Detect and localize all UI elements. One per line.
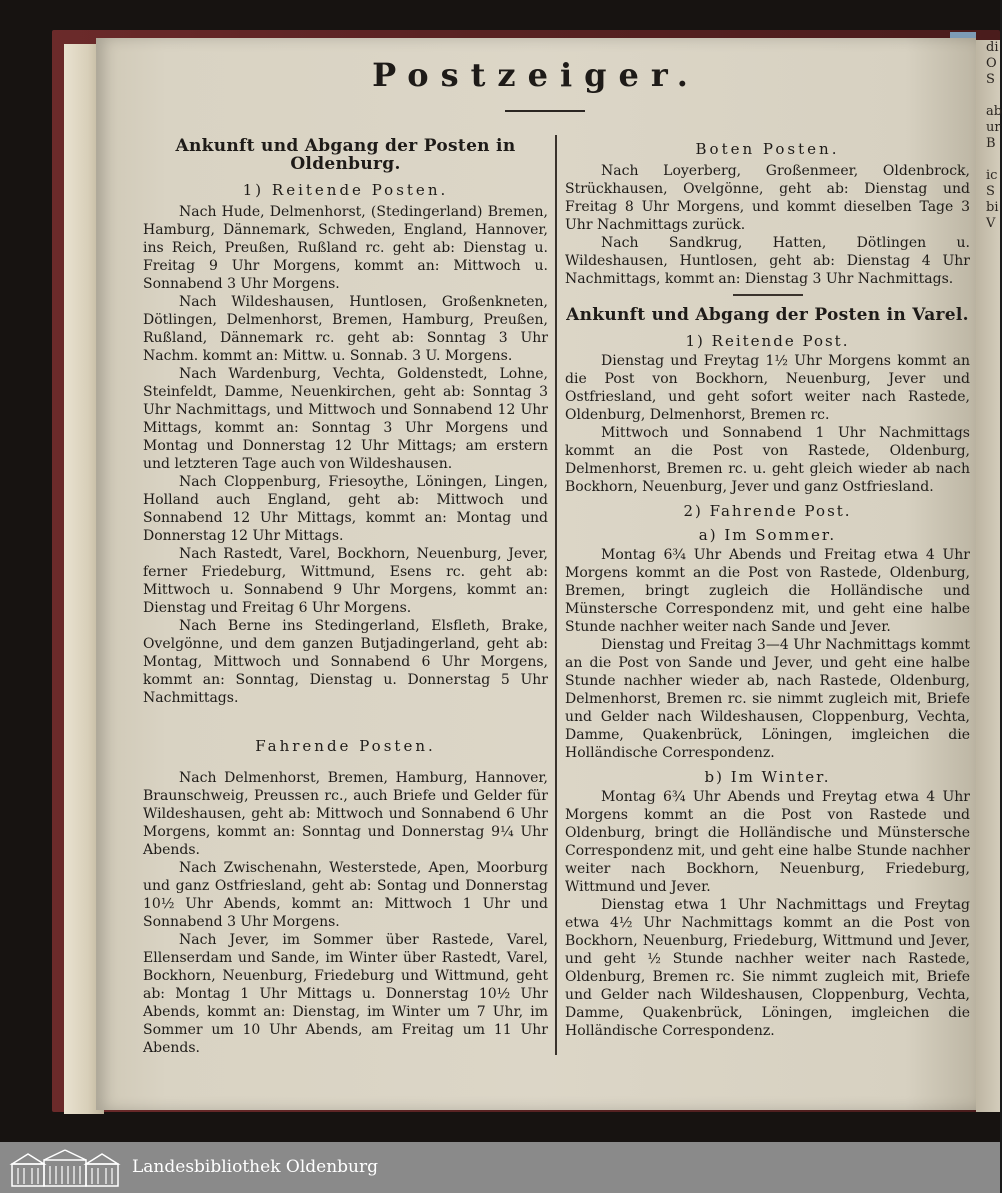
library-footer-bar <box>0 1142 1000 1193</box>
library-building-icon <box>8 1146 122 1190</box>
next-page-fragment <box>986 152 1000 168</box>
varel-driving-heading: 2) Fahrende Post. <box>683 502 852 520</box>
next-page-fragment: V <box>986 216 996 231</box>
schedule-paragraph: Nach Zwischenahn, Westerstede, Apen, Moorburg und ganz Ostfriesland, geht ab: Sontag und Donnerstag 10½ Uhr Abends, kommt an: Mittwoch 1 Uhr und Sonnabend 3 Uhr Morgens. <box>143 860 548 930</box>
next-page-fragment: bi <box>986 200 999 215</box>
boten-posts-heading: Boten Posten. <box>695 140 840 158</box>
oldenburg-heading: Ankunft und Abgang der Posten in Oldenburg. <box>175 136 516 174</box>
schedule-paragraph: Nach Delmenhorst, Bremen, Hamburg, Hannover, Braunschweig, Preussen rc., auch Briefe und Gelder für Wildeshausen, geht ab: Mittwoch und Sonnabend 6 Uhr Morgens, kommt an: Sonntag und Donnerstag 9¼ Uhr Abends. <box>143 770 548 858</box>
schedule-paragraph: Nach Cloppenburg, Friesoythe, Löningen, Lingen, Holland auch England, geht ab: Mittwoch und Sonnabend 12 Uhr Mittags, kommt an: Montag und Donnerstag 12 Uhr Mittags. <box>143 474 548 544</box>
next-page-fragment: di <box>986 40 999 55</box>
schedule-paragraph: Mittwoch und Sonnabend 1 Uhr Nachmittags kommt an die Post von Rastede, Oldenburg, Delmenhorst, Bremen rc. u. geht gleich wieder ab nach Bockhorn, Neuenburg, Jever und ganz Ostfriesland. <box>565 425 970 495</box>
library-name: Landesbibliothek Oldenburg <box>132 1157 379 1177</box>
schedule-paragraph: Dienstag und Freytag 1½ Uhr Morgens kommt an die Post von Bockhorn, Neuenburg, Jever und Ostfriesland, und geht sofort weiter nach Rastede, Oldenburg, Delmenhorst, Bremen rc. <box>565 353 970 423</box>
next-page-fragment: B <box>986 136 996 151</box>
winter-heading: b) Im Winter. <box>704 768 831 786</box>
spacer <box>143 707 548 729</box>
schedule-paragraph: Montag 6¾ Uhr Abends und Freitag etwa 4 Uhr Morgens kommt an die Post von Rastede, Oldenburg, Bremen, bringt zugleich die Holländische und Münstersche Correspondenz mit, und geht eine halbe Stunde nachher weiter nach Sande und Jever. <box>565 547 970 635</box>
schedule-paragraph: Nach Wildeshausen, Huntlosen, Großenkneten, Dötlingen, Delmenhorst, Bremen, Hamburg, Preußen, Rußland, Dännemark rc. geht ab: Sonntag 3 Uhr Nachm. kommt an: Mittw. u. Sonnab. 3 U. Morgens. <box>143 294 548 364</box>
schedule-paragraph: Nach Hude, Delmenhorst, (Stedingerland) Bremen, Hamburg, Dännemark, Schweden, England, Hannover, ins Reich, Preußen, Rußland rc. geht ab: Dienstag u. Freitag 9 Uhr Morgens, kommt an: Mittwoch u. Sonnabend 3 Uhr Morgens. <box>143 204 548 292</box>
column-divider <box>555 135 557 1055</box>
riding-posts-heading: 1) Reitende Posten. <box>242 181 449 199</box>
schedule-paragraph: Nach Rastedt, Varel, Bockhorn, Neuenburg, Jever, ferner Friedeburg, Wittmund, Esens rc. geht ab: Mittwoch u. Sonnabend 9 Uhr Morgens, kommt an: Dienstag und Freitag 6 Uhr Morgens. <box>143 546 548 616</box>
schedule-paragraph: Montag 6¾ Uhr Abends und Freytag etwa 4 Uhr Morgens kommt an die Post von Rastede und Oldenburg, bringt die Holländische und Münstersche Correspondenz mit, und geht eine halbe Stunde nachher weiter nach Bockhorn, Neuenburg, Friedeburg, Wittmund und Jever. <box>565 789 970 895</box>
spacer <box>143 759 548 769</box>
next-page-fragment: S <box>986 72 995 87</box>
varel-riding-heading: 1) Reitende Post. <box>685 332 850 350</box>
next-page-edge <box>976 40 1000 1112</box>
next-page-fragment: S <box>986 184 995 199</box>
schedule-paragraph: Nach Berne ins Stedingerland, Elsfleth, Brake, Ovelgönne, und dem ganzen Butjadingerland, geht ab: Montag, Mittwoch und Sonnabend 6 Uhr Morgens, kommt an: Sonntag, Dienstag u. Donnerstag 5 Uhr Nachmittags. <box>143 618 548 706</box>
next-page-fragment: ur <box>986 120 1001 135</box>
schedule-paragraph: Dienstag und Freitag 3—4 Uhr Nachmittags kommt an die Post von Sande und Jever, und geht eine halbe Stunde nachher wieder ab, nach Rastede, Oldenburg, Delmenhorst, Bremen rc. sie nimmt zugleich mit, Briefe und Gelder nach Wildeshausen, Cloppenburg, Vechta, Damme, Quakenbrück, Löningen, imgleichen die Holländische Correspondenz. <box>565 637 970 761</box>
schedule-paragraph: Nach Wardenburg, Vechta, Goldenstedt, Lohne, Steinfeldt, Damme, Neuenkirchen, geht ab: Sonntag 3 Uhr Nachmittags, und Mittwoch und Sonnabend 12 Uhr Mittags, kommt an: Sonntag 3 Uhr Morgens und Montag und Donnerstag 12 Uhr Mittags; am erstern und letzteren Tage auch von Wildeshausen. <box>143 366 548 472</box>
title-rule <box>505 110 585 112</box>
summer-heading: a) Im Sommer. <box>698 526 837 544</box>
section-rule <box>733 294 803 296</box>
schedule-paragraph: Dienstag etwa 1 Uhr Nachmittags und Freytag etwa 4½ Uhr Nachmittags kommt an die Post von Bockhorn, Neuenburg, Friedeburg, Wittmund und Jever, und geht ½ Stunde nachher weiter nach Rastede, Oldenburg, Bremen rc. Sie nimmt zugleich mit, Briefe und Gelder nach Wildeshausen, Cloppenburg, Vechta, Damme, Quakenbrück, Löningen, imgleichen die Holländische Correspondenz. <box>565 897 970 1039</box>
driving-posts-heading: Fahrende Posten. <box>255 737 436 755</box>
schedule-paragraph: Nach Jever, im Sommer über Rastede, Varel, Ellenserdam und Sande, im Winter über Rastedt, Varel, Bockhorn, Neuenburg, Friedeburg und Wittmund, geht ab: Montag 1 Uhr Mittags u. Donnerstag 10½ Uhr Abends, kommt an: Dienstag, im Winter um 7 Uhr, im Sommer um 10 Uhr Abends, am Freitag um 11 Uhr Abends. <box>143 932 548 1056</box>
next-page-fragment: ic <box>986 168 998 183</box>
varel-heading: Ankunft und Abgang der Posten in Varel. <box>566 305 969 325</box>
next-page-fragment <box>986 88 1000 104</box>
schedule-paragraph: Nach Loyerberg, Großenmeer, Oldenbrock, Strückhausen, Ovelgönne, geht ab: Dienstag und Freitag 8 Uhr Morgens, und kommt dieselben Tage 3 Uhr Nachmittags zurück. <box>565 163 970 233</box>
page-title: Postzeiger. <box>372 56 700 94</box>
next-page-fragment: ab <box>986 104 1002 119</box>
right-column <box>565 140 970 1040</box>
next-page-fragment: O <box>986 56 997 71</box>
left-column <box>143 137 548 1057</box>
schedule-paragraph: Nach Sandkrug, Hatten, Dötlingen u. Wildeshausen, Huntlosen, geht ab: Dienstag 4 Uhr Nachmittags, kommt an: Dienstag 3 Uhr Nachmittags. <box>565 235 970 287</box>
